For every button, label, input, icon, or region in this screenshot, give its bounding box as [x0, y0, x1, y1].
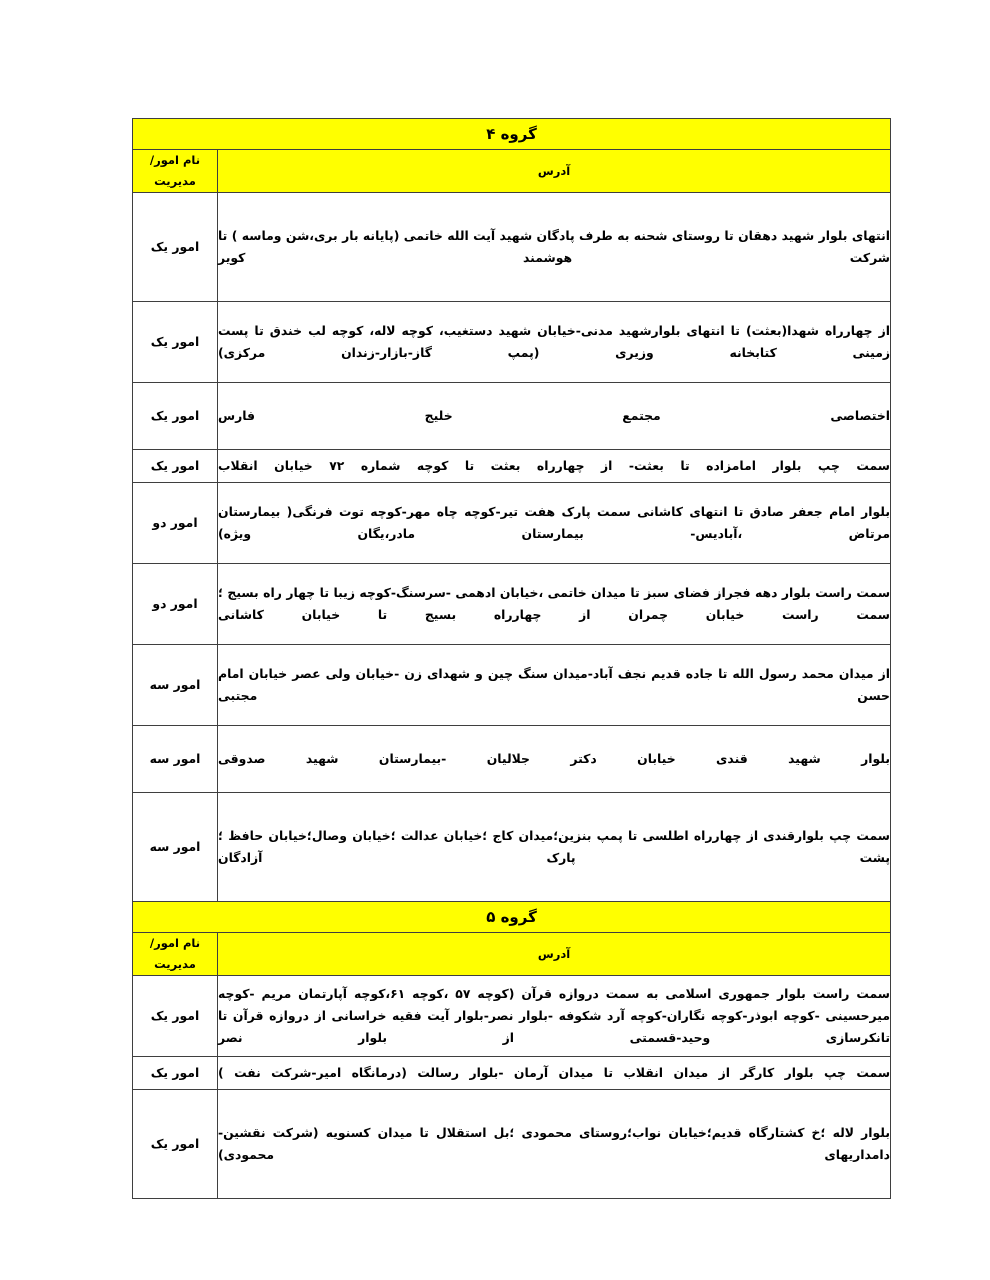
- cell-address: بلوار لاله ؛خ کشتارگاه قدیم؛خیابان نواب؛روستای محمودی ؛بل استقلال تا میدان کسنویه (شرکت نقشین- دامداریهای محمودی): [218, 1090, 891, 1199]
- table-row: [133, 483, 891, 564]
- cell-management: امور دو: [133, 483, 218, 564]
- cell-management: امور یک: [133, 302, 218, 383]
- cell-address: بلوار شهید قندی خیابان دکتر جلالیان -بیمارستان شهید صدوقی: [218, 726, 891, 793]
- table-row: [133, 645, 891, 726]
- group-banner-label: گروه ۵: [133, 902, 891, 933]
- column-header-row: [133, 150, 891, 193]
- group-banner-row: [133, 119, 891, 150]
- cell-address: اختصاصی مجتمع خلیج فارس: [218, 383, 891, 450]
- table-row: [133, 1090, 891, 1199]
- cell-address: از میدان محمد رسول الله تا جاده قدیم نجف آباد-میدان سنگ چین و شهدای زن -خیابان ولی عصر خیابان امام حسن مجتبی: [218, 645, 891, 726]
- cell-management: امور یک: [133, 1057, 218, 1090]
- address-table-body: [133, 119, 891, 1199]
- cell-management: امور یک: [133, 976, 218, 1057]
- cell-management: امور سه: [133, 793, 218, 902]
- cell-address: سمت راست بلوار دهه فجراز فضای سبز تا میدان خاتمی ،خیابان ادهمی -سرسنگ-کوچه زیبا تا چهار راه بسیج ؛سمت راست خیابان چمران از چهارراه بسیج تا خیابان کاشانی: [218, 564, 891, 645]
- cell-address: سمت راست بلوار جمهوری اسلامی به سمت دروازه قرآن (کوچه ۵۷ ،کوچه ۶۱،کوچه آپارتمان مریم -کوچه میرحسینی -کوچه ابوذر-کوچه نگاران-کوچه آرد شکوفه -بلوار نصر-بلوار آیت فقیه خراسانی از دروازه قرآن تا تانکرسازی وحید-قسمتی از بلوار نصر: [218, 976, 891, 1057]
- group-banner-row: [133, 902, 891, 933]
- cell-management: امور یک: [133, 1090, 218, 1199]
- table-row: [133, 976, 891, 1057]
- cell-address: انتهای بلوار شهید دهقان تا روستای شحنه به طرف پادگان شهید آیت الله خاتمی (پایانه بار بری،شن وماسه ) تا شرکت هوشمند کویر: [218, 193, 891, 302]
- column-header-address: آدرس: [218, 150, 891, 193]
- cell-management: امور یک: [133, 450, 218, 483]
- cell-address: از چهارراه شهدا(بعثت) تا انتهای بلوارشهید مدنی-خیابان شهید دستغیب، کوچه لاله، کوچه لب خندق تا پست زمینی کتابخانه وزیری (پمپ گاز-بازار-زندان مرکزی): [218, 302, 891, 383]
- table-row: [133, 383, 891, 450]
- cell-management: امور سه: [133, 645, 218, 726]
- table-row: [133, 302, 891, 383]
- group-banner-label: گروه ۴: [133, 119, 891, 150]
- column-header-address: آدرس: [218, 933, 891, 976]
- cell-address: سمت چپ بلوار امامزاده تا بعثت- از چهارراه بعثت تا کوچه شماره ۷۲ خیابان انقلاب: [218, 450, 891, 483]
- cell-management: امور یک: [133, 193, 218, 302]
- table-row: [133, 726, 891, 793]
- table-row: [133, 564, 891, 645]
- table-row: [133, 450, 891, 483]
- table-row: [133, 1057, 891, 1090]
- cell-management: امور یک: [133, 383, 218, 450]
- table-row: [133, 793, 891, 902]
- cell-management: امور سه: [133, 726, 218, 793]
- address-table: [132, 118, 891, 1199]
- table-row: [133, 193, 891, 302]
- address-table-container: [133, 118, 891, 1199]
- column-header-management: نام امور/مدیریت: [133, 933, 218, 976]
- cell-address: سمت چپ بلوار کارگر از میدان انقلاب تا میدان آرمان -بلوار رسالت (درمانگاه امیر-شرکت نفت ): [218, 1057, 891, 1090]
- cell-address: سمت چپ بلوارقندی از چهارراه اطلسی تا پمپ بنزین؛میدان کاج ؛خیابان عدالت ؛خیابان وصال؛خیابان حافظ ؛پشت پارک آزادگان: [218, 793, 891, 902]
- column-header-row: [133, 933, 891, 976]
- column-header-management: نام امور/مدیریت: [133, 150, 218, 193]
- cell-management: امور دو: [133, 564, 218, 645]
- cell-address: بلوار امام جعفر صادق تا انتهای کاشانی سمت پارک هفت تیر-کوچه چاه مهر-کوچه توت فرنگی( بیمارستان مرتاض ،آبادیس- بیمارستان مادر،یگان ویژه): [218, 483, 891, 564]
